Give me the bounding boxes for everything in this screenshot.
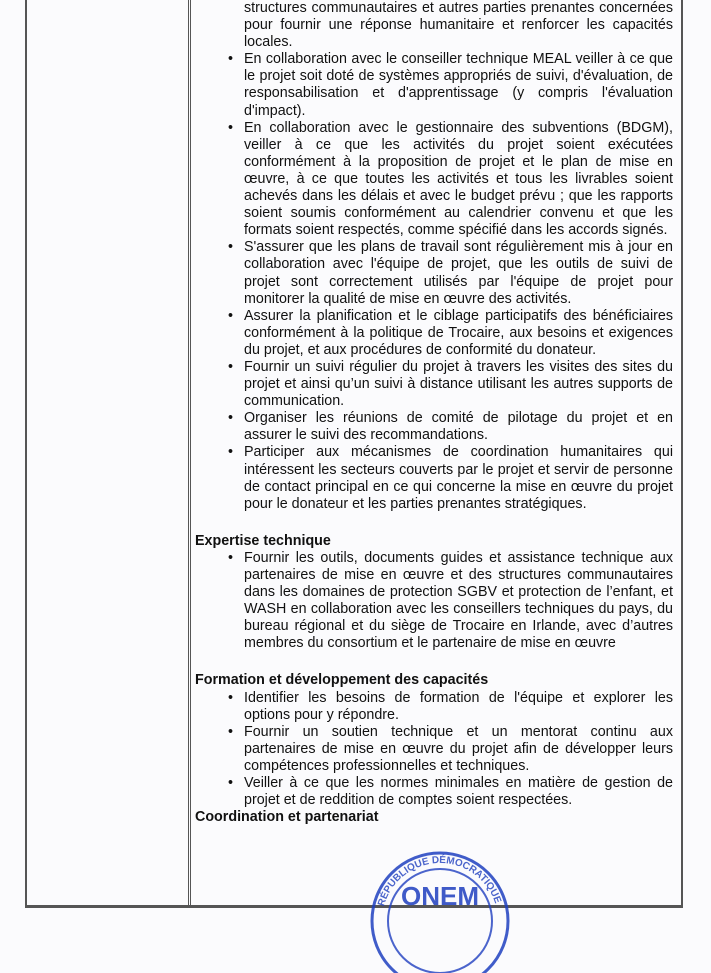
expertise-list bbox=[195, 550, 673, 653]
bullet-icon: • bbox=[228, 307, 234, 324]
stamp-arc-text: RÉPUBLIQUE DÉMOCRATIQUE bbox=[376, 854, 503, 908]
table-right-column bbox=[192, 0, 681, 906]
list-item: • Veiller à ce que les normes minimales en matière de gestion de projet et de reddition de comptes soient respectées. bbox=[228, 775, 673, 809]
list-item: • Fournir un soutien technique et un mentorat continu aux partenaires de mise en œuvre du projet afin de développer leurs compétences professionnelles et techniques. bbox=[228, 723, 673, 774]
document-table bbox=[25, 0, 683, 908]
bullet-icon: • bbox=[228, 410, 234, 427]
bullet-icon: • bbox=[228, 239, 234, 256]
bullet-icon: • bbox=[228, 723, 234, 740]
stamp-center-text: ONEM bbox=[401, 881, 479, 911]
top-bullet-list bbox=[195, 51, 673, 513]
list-item: • Identifier les besoins de formation de l'équipe et explorer les options pour y répondre. bbox=[228, 689, 673, 723]
bullet-icon: • bbox=[228, 775, 234, 792]
section-heading-expertise: Expertise technique bbox=[195, 532, 331, 549]
list-item: • Organiser les réunions de comité de pilotage du projet et en assurer le suivi des recommandations. bbox=[228, 410, 673, 444]
bullet-icon: • bbox=[228, 444, 234, 461]
section-heading-coordination: Coordination et partenariat bbox=[195, 809, 379, 826]
list-item: • Assurer la planification et le ciblage participatifs des bénéficiaires conformément à la politique de Trocaire, aux besoins et exigences du projet, et aux procédures de conformité du donateur. bbox=[228, 307, 673, 358]
bullet-icon: • bbox=[228, 51, 234, 68]
list-item: • S'assurer que les plans de travail sont régulièrement mis à jour en collaboration avec l'équipe de projet, que les outils de suivi de projet sont correctement utilisés par l'équipe de projet pour monitorer la qualité de mise en œuvre des activités. bbox=[228, 239, 673, 307]
bullet-icon: • bbox=[228, 549, 234, 566]
formation-list bbox=[195, 690, 673, 810]
list-item: • En collaboration avec le gestionnaire des subventions (BDGM), veiller à ce que les activités du projet soient exécutées conformément à la proposition de projet et le plan de mise en œuvre, à ce que toutes les activités et tous les livrables soient achevés dans les délais et avec le budget prévu ; que les rapports soient soumis conformément au calendrier convenu et que les formats soient respectés, comme spécifié dans les accords signés. bbox=[228, 119, 673, 239]
section-heading-formation: Formation et développement des capacités bbox=[195, 672, 489, 689]
list-item: • En collaboration avec le conseiller technique MEAL veiller à ce que le projet soit doté de systèmes appropriés de suivi, d'évaluation, de responsabilisation et d'apprentissage (y compris l'évaluation d'impact). bbox=[228, 51, 673, 119]
bullet-icon: • bbox=[228, 119, 234, 136]
responsibilities-content bbox=[195, 0, 673, 826]
continuation-paragraph: structures communautaires et autres parties prenantes concernées pour fournir une réponse humanitaire et renforcer les capacités locales. bbox=[244, 0, 673, 51]
table-left-column bbox=[27, 0, 191, 906]
bullet-icon: • bbox=[228, 689, 234, 706]
bullet-icon: • bbox=[228, 358, 234, 375]
list-item: • Fournir les outils, documents guides et assistance technique aux partenaires de mise en œuvre et des structures communautaires dans les domaines de protection SGBV et protection de l’enfant, et WASH en collaboration avec les conseillers techniques du pays, du bureau régional et du siège de Trocaire en Irlande, avec d’autres membres du consortium et le partenaire de mise en œuvre bbox=[228, 549, 673, 652]
list-item: • Participer aux mécanismes de coordination humanitaires qui intéressent les secteurs couverts par le projet et servir de personne de contact principal en ce qui concerne la mise en œuvre du projet pour le donateur et les parties prenantes stratégiques. bbox=[228, 444, 673, 512]
list-item: • Fournir un suivi régulier du projet à travers les visites des sites du projet et ainsi qu’un suivi à distance utilisant les autres supports de communication. bbox=[228, 358, 673, 410]
